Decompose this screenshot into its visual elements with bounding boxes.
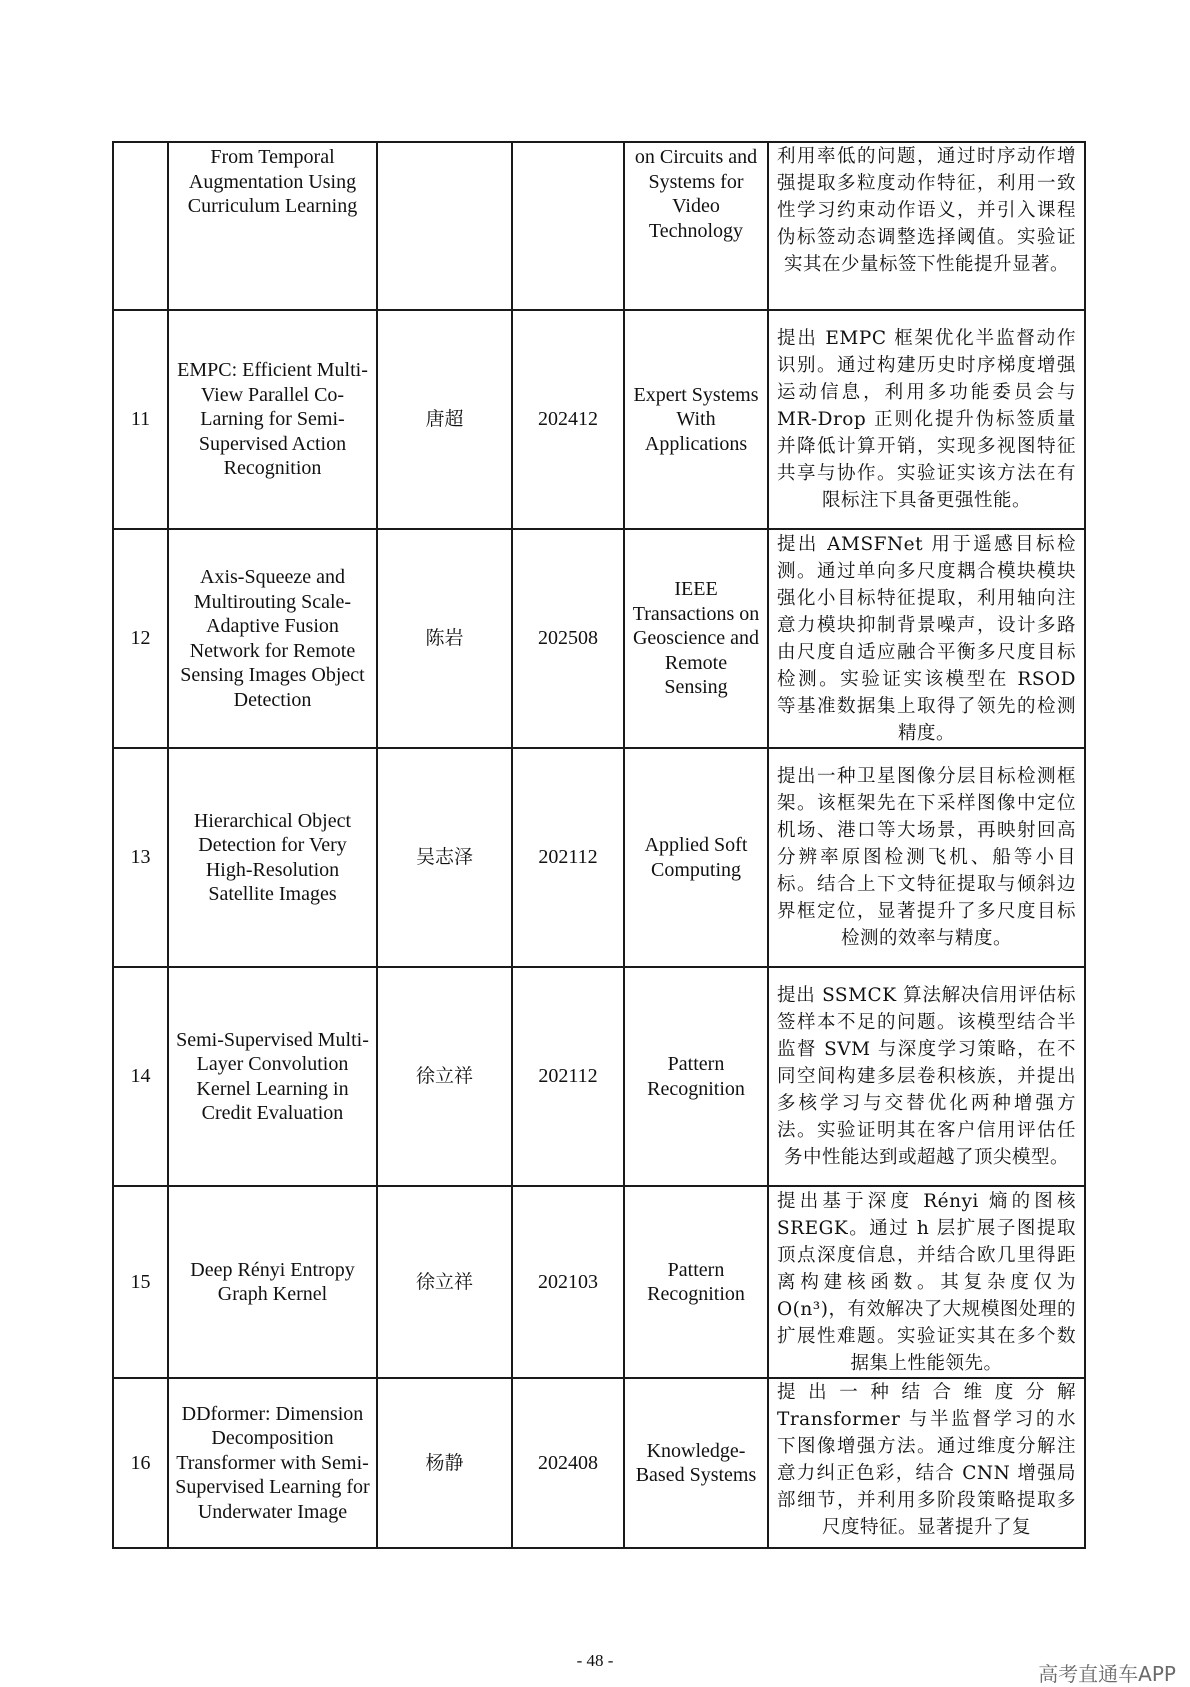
row-number: 16 — [113, 1378, 168, 1548]
author: 吴志泽 — [377, 748, 512, 967]
publish-date: 202408 — [512, 1378, 624, 1548]
watermark-text: 高考直通车APP — [1038, 1662, 1176, 1686]
journal: Knowledge-Based Systems — [624, 1378, 768, 1548]
paper-title: From Temporal Augmentation Using Curriculum Learning — [168, 142, 377, 310]
publish-date: 202103 — [512, 1186, 624, 1378]
summary: 提出一种卫星图像分层目标检测框架。该框架先在下采样图像中定位机场、港口等大场景，再映射回高分辨率原图检测飞机、船等小目标。结合上下文特征提取与倾斜边界框定位，显著提升了多尺度目标检测的效率与精度。 — [768, 748, 1085, 967]
row-number: 12 — [113, 529, 168, 748]
author: 杨静 — [377, 1378, 512, 1548]
row-number: 14 — [113, 967, 168, 1186]
publish-date: 202112 — [512, 967, 624, 1186]
table-row — [113, 967, 1085, 1186]
table-row — [113, 1378, 1085, 1548]
row-number — [113, 142, 168, 310]
summary: 利用率低的问题，通过时序动作增强提取多粒度动作特征，利用一致性学习约束动作语义，并引入课程伪标签动态调整选择阈值。实验证实其在少量标签下性能提升显著。 — [768, 142, 1085, 310]
author: 陈岩 — [377, 529, 512, 748]
journal: on Circuits and Systems for Video Technology — [624, 142, 768, 310]
publish-date — [512, 142, 624, 310]
row-number: 15 — [113, 1186, 168, 1378]
table-row — [113, 142, 1085, 310]
summary: 提出 EMPC 框架优化半监督动作识别。通过构建历史时序梯度增强运动信息，利用多功能委员会与 MR-Drop 正则化提升伪标签质量并降低计算开销，实现多视图特征共享与协作。实验证实该方法在有限标注下具备更强性能。 — [768, 310, 1085, 529]
summary: 提出 AMSFNet 用于遥感目标检测。通过单向多尺度耦合模块模块强化小目标特征提取，利用轴向注意力模块抑制背景噪声，设计多路由尺度自适应融合平衡多尺度目标检测。实验证实该模型在 RSOD 等基准数据集上取得了领先的检测精度。 — [768, 529, 1085, 748]
paper-title: Axis-Squeeze and Multirouting Scale-Adaptive Fusion Network for Remote Sensing Images Object Detection — [168, 529, 377, 748]
author: 徐立祥 — [377, 1186, 512, 1378]
row-number: 11 — [113, 310, 168, 529]
row-number: 13 — [113, 748, 168, 967]
publish-date: 202112 — [512, 748, 624, 967]
summary: 提出基于深度 Rényi 熵的图核 SREGK。通过 h 层扩展子图提取顶点深度信息，并结合欧几里得距离构建核函数。其复杂度仅为 O(n³)，有效解决了大规模图处理的扩展性难题。实验证实其在多个数据集上性能领先。 — [768, 1186, 1085, 1378]
journal: IEEE Transactions on Geoscience and Remote Sensing — [624, 529, 768, 748]
publish-date: 202508 — [512, 529, 624, 748]
author: 唐超 — [377, 310, 512, 529]
journal: Applied Soft Computing — [624, 748, 768, 967]
author — [377, 142, 512, 310]
table-row — [113, 1186, 1085, 1378]
author: 徐立祥 — [377, 967, 512, 1186]
page-number: - 48 - — [576, 1651, 614, 1670]
summary: 提出一种结合维度分解 Transformer 与半监督学习的水下图像增强方法。通过维度分解注意力纠正色彩，结合 CNN 增强局部细节，并利用多阶段策略提取多尺度特征。显著提升了复 — [768, 1378, 1085, 1548]
journal: Expert Systems With Applications — [624, 310, 768, 529]
journal: Pattern Recognition — [624, 1186, 768, 1378]
publish-date: 202412 — [512, 310, 624, 529]
table-row — [113, 748, 1085, 967]
paper-title: DDformer: Dimension Decomposition Transformer with Semi-Supervised Learning for Underwater Image — [168, 1378, 377, 1548]
journal: Pattern Recognition — [624, 967, 768, 1186]
paper-title: EMPC: Efficient Multi-View Parallel Co-Larning for Semi-Supervised Action Recognition — [168, 310, 377, 529]
paper-title: Deep Rényi Entropy Graph Kernel — [168, 1186, 377, 1378]
paper-title: Hierarchical Object Detection for Very High-Resolution Satellite Images — [168, 748, 377, 967]
table-row — [113, 529, 1085, 748]
table-row — [113, 310, 1085, 529]
summary: 提出 SSMCK 算法解决信用评估标签样本不足的问题。该模型结合半监督 SVM 与深度学习策略，在不同空间构建多层卷积核族，并提出多核学习与交替优化两种增强方法。实验证明其在客户信用评估任务中性能达到或超越了顶尖模型。 — [768, 967, 1085, 1186]
papers-table — [112, 141, 1086, 1549]
paper-title: Semi-Supervised Multi-Layer Convolution Kernel Learning in Credit Evaluation — [168, 967, 377, 1186]
